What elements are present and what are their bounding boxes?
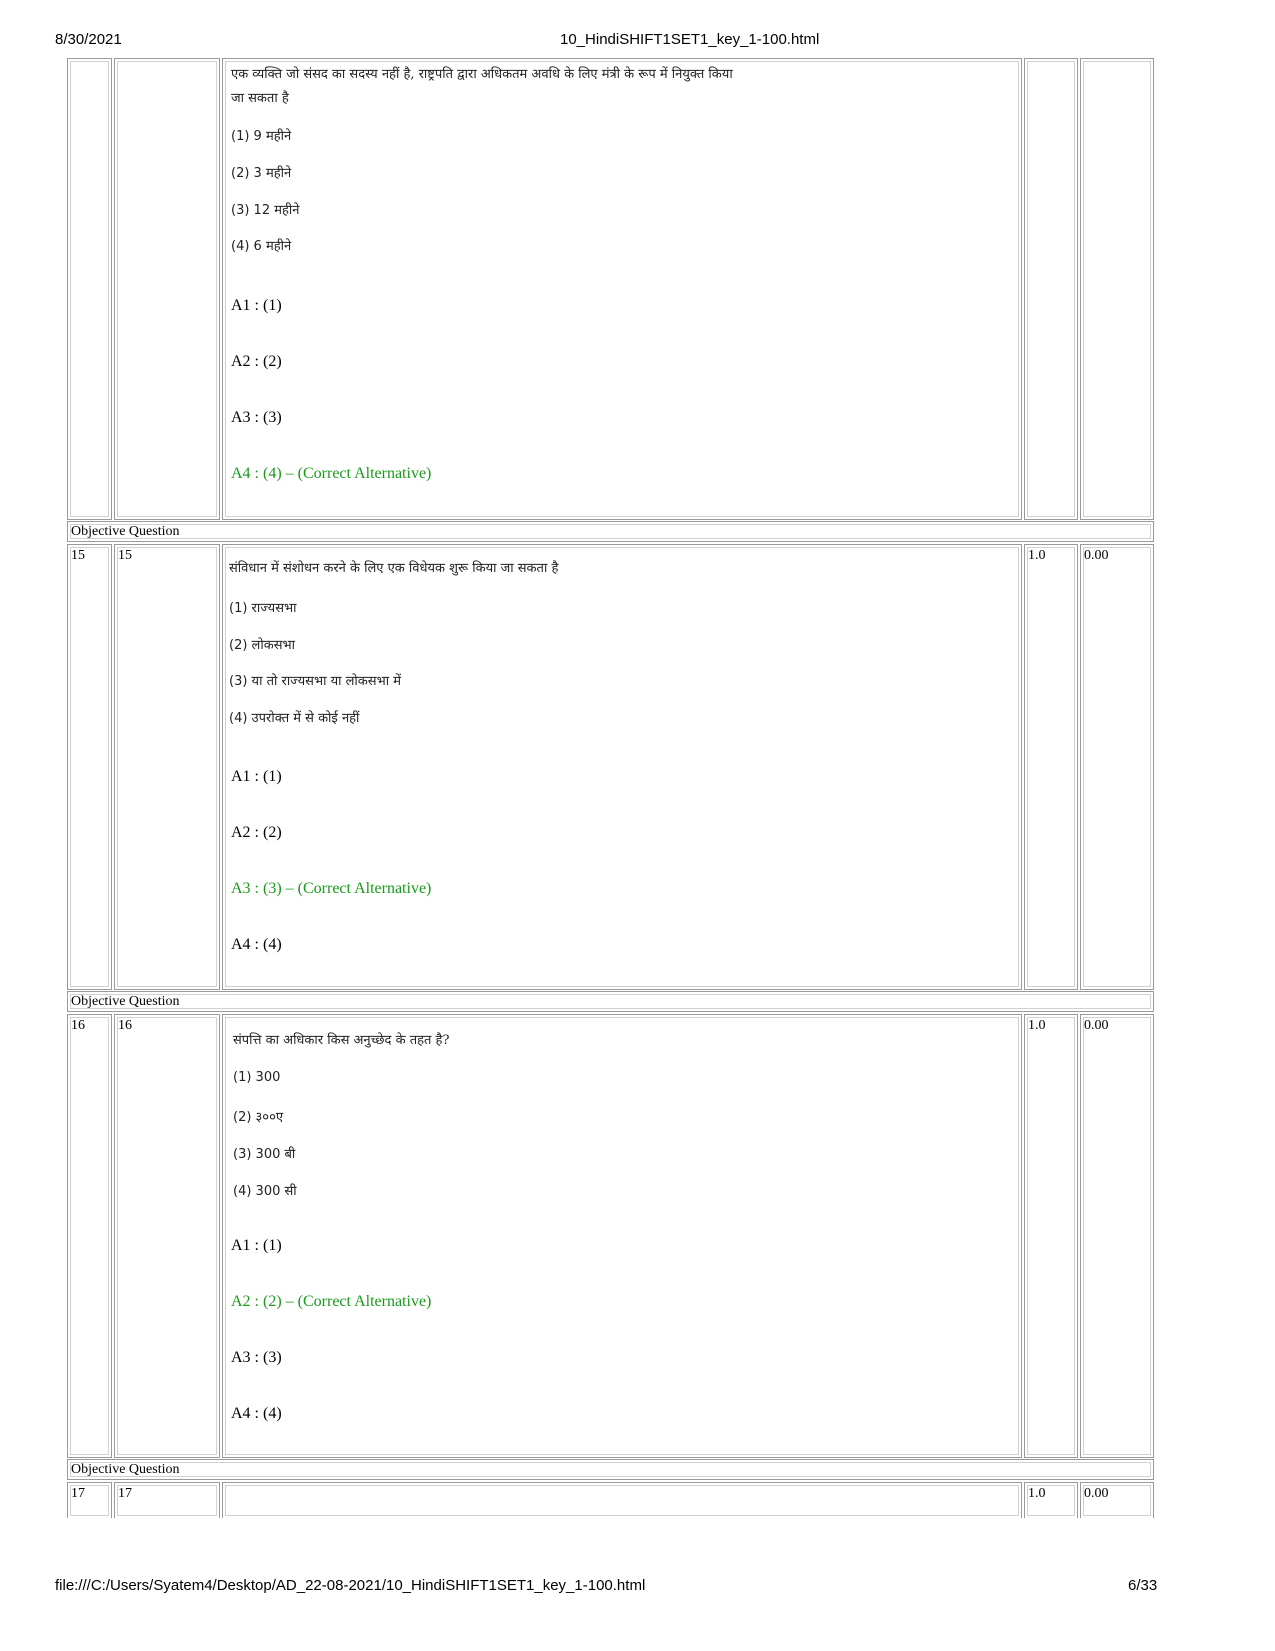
section-label-row [67, 1459, 1154, 1480]
option-3: (3) 300 बी [233, 1147, 296, 1162]
option-4: (4) उपरोक्त में से कोई नहीं [229, 711, 360, 726]
negative-marks: 0.00 [1084, 1486, 1109, 1501]
qid-cell [114, 58, 220, 520]
marks-cell [1024, 1482, 1078, 1518]
answer-2: A2 : (2) [231, 353, 282, 370]
question-text: संविधान में संशोधन करने के लिए एक विधेयक शुरू किया जा सकता है [229, 561, 559, 576]
answer-4: A4 : (4) [231, 936, 282, 953]
negative-marks-cell [1080, 544, 1154, 990]
section-label-row [67, 991, 1154, 1012]
option-2: (2) ३००ए [233, 1110, 284, 1125]
marks-cell [1024, 544, 1078, 990]
marks-cell [1024, 58, 1078, 520]
section-label: Objective Question [71, 1462, 180, 1477]
file-path: file:///C:/Users/Syatem4/Desktop/AD_22-08-2021/10_HindiSHIFT1SET1_key_1-100.html [55, 1577, 646, 1594]
marks: 1.0 [1028, 548, 1046, 563]
question-text-line1: एक व्यक्ति जो संसद का सदस्य नहीं है, राष्ट्रपति द्वारा अधिकतम अवधि के लिए मंत्री के रूप में नियुक्त किया [231, 67, 733, 82]
question-id: 16 [118, 1018, 132, 1033]
option-2: (2) लोकसभा [229, 638, 296, 653]
marks: 1.0 [1028, 1486, 1046, 1501]
answer-4: A4 : (4) [231, 1405, 282, 1422]
page-number: 6/33 [1128, 1577, 1158, 1594]
negative-marks: 0.00 [1084, 1018, 1109, 1033]
option-2: (2) 3 महीने [231, 166, 292, 181]
question-text-line2: जा सकता है [231, 91, 289, 106]
answer-1: A1 : (1) [231, 297, 282, 314]
marks: 1.0 [1028, 1018, 1046, 1033]
question-cell [222, 58, 1022, 520]
option-1: (1) 9 महीने [231, 129, 292, 144]
option-3: (3) या तो राज्यसभा या लोकसभा में [229, 674, 401, 689]
option-1: (1) 300 [233, 1070, 281, 1085]
section-label: Objective Question [71, 994, 180, 1009]
answer-3: A3 : (3) [231, 409, 282, 426]
answer-4-correct: A4 : (4) – (Correct Alternative) [231, 465, 432, 482]
sn-cell [67, 1482, 112, 1518]
serial-number: 17 [71, 1486, 85, 1501]
serial-number: 16 [71, 1018, 85, 1033]
serial-number: 15 [71, 548, 85, 563]
option-4: (4) 300 सी [233, 1184, 297, 1199]
section-label-row [67, 521, 1154, 542]
answer-1: A1 : (1) [231, 768, 282, 785]
section-label: Objective Question [71, 524, 180, 539]
option-4: (4) 6 महीने [231, 239, 292, 254]
answer-3: A3 : (3) [231, 1349, 282, 1366]
answer-2-correct: A2 : (2) – (Correct Alternative) [231, 1293, 432, 1310]
question-text: संपत्ति का अधिकार किस अनुच्छेद के तहत है? [233, 1033, 450, 1048]
option-3: (3) 12 महीने [231, 203, 300, 218]
sn-cell [67, 58, 112, 520]
qid-cell [114, 544, 220, 990]
marks-cell [1024, 1014, 1078, 1458]
qid-cell [114, 1014, 220, 1458]
sn-cell [67, 1014, 112, 1458]
answer-1: A1 : (1) [231, 1237, 282, 1254]
document-title: 10_HindiSHIFT1SET1_key_1-100.html [560, 31, 820, 48]
print-date: 8/30/2021 [55, 31, 122, 48]
question-cell [222, 1014, 1022, 1458]
sn-cell [67, 544, 112, 990]
negative-marks: 0.00 [1084, 548, 1109, 563]
answer-2: A2 : (2) [231, 824, 282, 841]
negative-marks-cell [1080, 1482, 1154, 1518]
negative-marks-cell [1080, 1014, 1154, 1458]
question-id: 15 [118, 548, 132, 563]
qid-cell [114, 1482, 220, 1518]
question-cell [222, 544, 1022, 990]
question-id: 17 [118, 1486, 132, 1501]
answer-3-correct: A3 : (3) – (Correct Alternative) [231, 880, 432, 897]
negative-marks-cell [1080, 58, 1154, 520]
question-cell [222, 1482, 1022, 1518]
option-1: (1) राज्यसभा [229, 601, 297, 616]
